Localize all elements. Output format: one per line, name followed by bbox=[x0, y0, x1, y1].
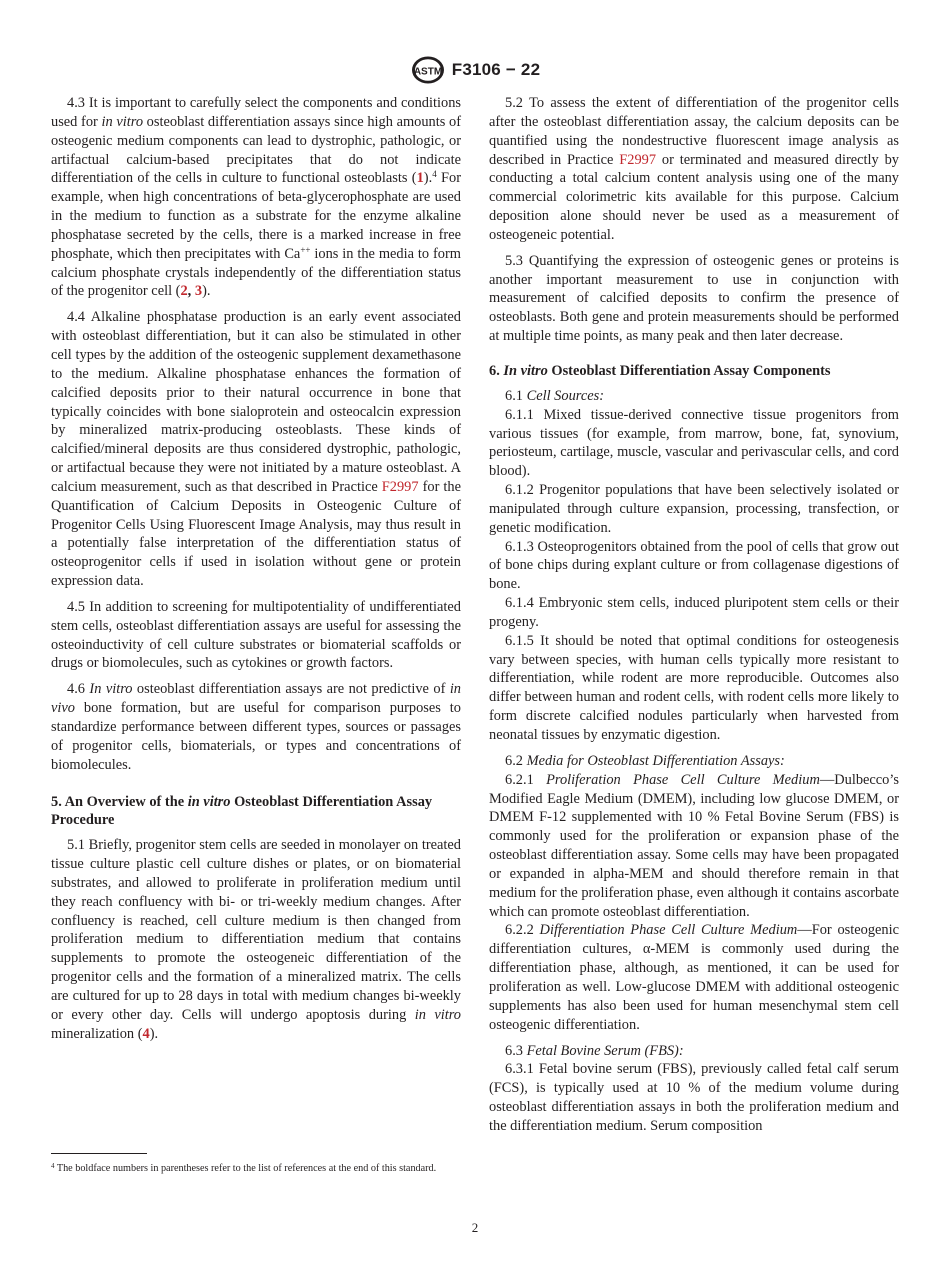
paragraph-6-3-1: 6.3.1 Fetal bovine serum (FBS), previously called fetal calf serum (FCS), is typically used at 10 % of the medium volume during osteoblast differentiation assays in both the proliferation medium and the differentiation medium. Serum composition bbox=[489, 1061, 899, 1134]
footnote-divider bbox=[51, 1153, 147, 1154]
paragraph-6-1: 6.1 Cell Sources: bbox=[505, 387, 604, 404]
astm-logo-icon bbox=[410, 55, 446, 85]
footnote: $^4$ The boldface numbers in parentheses refer to the list of references at the end of this standard. bbox=[51, 1162, 437, 1174]
paragraph-5-3: 5.3 Quantifying the expression of osteogenic genes or proteins is another important measurement to use in conjunction with measurement of calcified deposits to confirm the presence of osteoblasts. Both gene and protein measurements should be performed at multiple time points, as many peak and then later decrease. bbox=[489, 252, 899, 345]
paragraph-6-2-2: 6.2.2 Differentiation Phase Cell Culture Medium—For osteogenic differentiation cultures, α-MEM is commonly used during the differentiation phase, although, as mentioned, it can be used for proliferation as well. Low-glucose DMEM with additional osteogenic supplements has also been used for human mesenchymal stem cell osteogenic differentiation. bbox=[489, 922, 899, 1033]
paragraph-6-1-5: 6.1.5 It should be noted that optimal conditions for osteogenesis vary between species, with human cells typically more resistant to differentiation, while rodent are more reproducible. Outcomes also differ between human and rodent cells, with rodent cells more likely to form discrete calcified nodules particularly when harvested from neonatal tissues by enzymatic digestion. bbox=[489, 632, 899, 743]
page-number: 2 bbox=[471, 1220, 479, 1235]
reference-link-1[interactable]: 1 bbox=[416, 170, 424, 187]
section-6-heading: 6. In vitro Osteoblast Differentiation Assay Components bbox=[489, 362, 831, 379]
footnote-marker-4: 4 bbox=[432, 169, 437, 180]
right-column bbox=[489, 94, 899, 1136]
paragraph-6-3: 6.3 Fetal Bovine Serum (FBS): bbox=[505, 1042, 684, 1059]
reference-link-4[interactable]: 4 bbox=[142, 1025, 150, 1042]
reference-link-3[interactable]: 3 bbox=[194, 283, 203, 300]
standard-link-f2997[interactable]: F2997 bbox=[381, 478, 419, 495]
left-column bbox=[51, 94, 461, 1044]
reference-link-2[interactable]: 2 bbox=[180, 283, 188, 300]
paragraph-6-1-4: 6.1.4 Embryonic stem cells, induced pluripotent stem cells or their progeny. bbox=[489, 595, 899, 630]
paragraph-4-4: 4.4 Alkaline phosphatase production is an early event associated with osteoblast differentiation, but it can also be stimulated in other cell types by the addition of the osteogenic supplement dexamethasone to the medium. Alkaline phosphatase enhances the formation of calcified deposits prior to their natural occurrence in bone that typically coincides with bone sialoprotein and osteocalcin expression by mineralized matrix-producing osteoblasts. These kinds of calcified/mineral deposits are thus considered dystrophic, pathologic, or artifactual because they were not initiated by a mature osteoblast. A calcium measurement, such as that described in Practice F2997 for the Quantification of Calcium Deposits in Osteogenic Culture of Progenitor Cells Using Fluorescent Image Analysis, may thus result in a potentially false interpretation of the differentiation status of osteoprogenitor cells if used in isolation without gene or protein expression data. bbox=[51, 309, 461, 590]
page-header bbox=[0, 55, 950, 85]
paragraph-4-5: 4.5 In addition to screening for multipotentiality of undifferentiated stem cells, osteoblast differentiation assays are useful for assessing the osteoinductivity of cell culture substrates or biomaterial scaffolds or drugs or biomolecules, such as cytokines or growth factors. bbox=[51, 598, 461, 672]
paragraph-6-1-1: 6.1.1 Mixed tissue-derived connective tissue progenitors from various tissues (for example, from marrow, bone, fat, synovium, periosteum, cartilage, muscle, vascular and perivascular cells, and cord blood). bbox=[489, 406, 899, 480]
section-5-heading: 5. An Overview of the in vitro Osteoblast Differentiation Assay Procedure bbox=[51, 793, 433, 829]
logo-glyph: ASTM bbox=[413, 66, 442, 78]
paragraph-5-1: 5.1 Briefly, progenitor stem cells are seeded in monolayer on treated tissue culture plastic cell culture dishes or plates, or on biomaterial substrates, and allowed to proliferate in proliferation medium until they reach confluency with bi- or tri-weekly medium changes. After confluency is reached, cell culture medium is then changed from proliferation medium to differentiation medium that contains supplements to promote the osteogeneic differentiation of the progenitor cells and the formation of a mineralized matrix. The cells are cultured for up to 28 days in total with medium changes bi-weekly or every other day. Cells will undergo apoptosis during in vitro mineralization (4). bbox=[51, 837, 461, 1042]
paragraph-6-2: 6.2 Media for Osteoblast Differentiation Assays: bbox=[505, 752, 785, 769]
paragraph-6-2-1: 6.2.1 Proliferation Phase Cell Culture Medium—Dulbecco’s Modified Eagle Medium (DMEM), including low glucose DMEM, or DMEM F-12 supplemented with 10 % Fetal Bovine Serum (FBS) is commonly used for the proliferation or expansion phase of the osteoblast differentiation assay. Some cells may have been propagated or expanded in alpha-MEM and should therefore remain in that medium for the proliferation phase, even although it contains ascorbate which can promote osteoblast differentiation. bbox=[489, 771, 899, 920]
paragraph-6-1-2: 6.1.2 Progenitor populations that have been selectively isolated or manipulated through culture expansion, processing, transfection, or genetic modification. bbox=[489, 482, 899, 536]
standard-link-f2997-2[interactable]: F2997 bbox=[619, 151, 657, 168]
paragraph-6-1-3: 6.1.3 Osteoprogenitors obtained from the pool of cells that grow out of bone chips during explant culture or from collagenase digestions of bone. bbox=[489, 538, 899, 593]
paragraph-5-2: 5.2 To assess the extent of differentiation of the progenitor cells after the osteoblast differentiation assay, the calcium deposits can be quantified using the nondestructive fluorescent image analysis as described in Practice F2997 or terminated and measured directly by conducting a total calcium content analysis using one of the many commercial colorimetric kits available for this purpose. Calcium deposition alone should never be used as a measurement of osteogeneic potential. bbox=[489, 95, 900, 243]
paragraph-4-3: 4.3 It is important to carefully select the components and conditions used for in vitro osteoblast differentiation assays since high amounts of osteogenic medium components can lead to dystrophic, pathologic, or artifactual calcium-based precipitates that do not indicate differentiation of the cells in culture to functional osteoblasts (1).$^4$ For example, when high concentrations of beta-glycerophosphate are used in the medium to function as a substrate for the enzyme alkaline phosphatase secreted by the cells, there is a marked increase in free phosphate, which then precipitates with Ca++ ions in the media to form calcium phosphate crystals independently of the differentiation status of the progenitor cell (2, 3). bbox=[51, 95, 462, 300]
document-id: F3106 − 22 bbox=[451, 60, 541, 79]
paragraph-4-6: 4.6 In vitro osteoblast differentiation assays are not predictive of in vivo bone formation, but are useful for comparison purposes to standardize performance between different types, sources or passages of progenitor cells, biomaterials, or types and concentrations of biomolecules. bbox=[51, 681, 462, 773]
